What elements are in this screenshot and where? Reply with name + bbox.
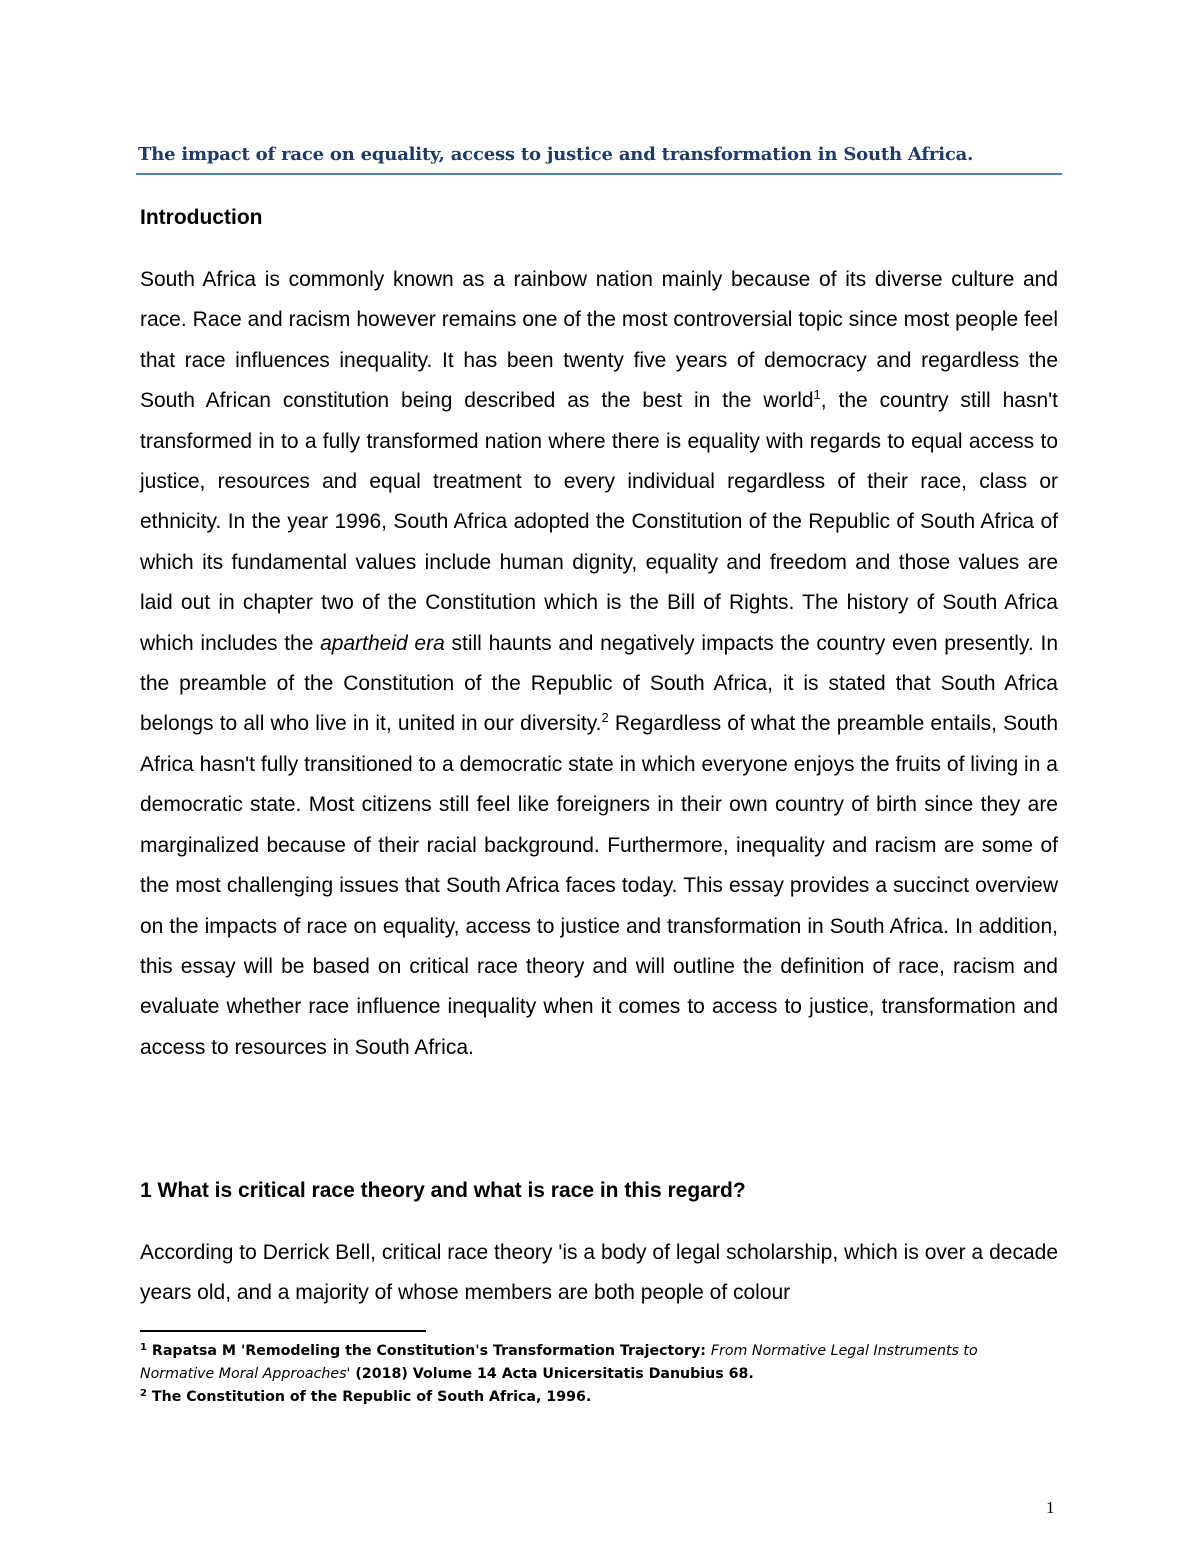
intro-text-part-4: Regardless of what the preamble entails, South Africa hasn't fully transitioned to a democratic state in which everyone enjoys the fruits of living in a democratic state. Most citizens still feel like foreigners in their own country of birth since they are marginalized because of their racial background. Furthermore, inequality and racism are some of the most challenging issues that South Africa faces today. This essay provides a succinct overview on the impacts of race on equality, access to justice and transformation in South Africa. In addition, this essay will be based on critical race theory and will outline the definition of race, racism and evaluate whether race influence inequality when it comes to access to justice, transformation and access to resources in South Africa. bbox=[140, 712, 1058, 1059]
italic-term-apartheid: apartheid era bbox=[320, 631, 445, 655]
intro-text-part-2: , the country still hasn't transformed in to a fully transformed nation where there is equality with regards to equal access to justice, resources and equal treatment to every individual regardless of their race, class or ethnicity. In the year 1996, South Africa adopted the Constitution of the Republic of South Africa of which its fundamental values include human dignity, equality and freedom and those values are laid out in chapter two of the Constitution which is the Bill of Rights. The history of South Africa which includes the bbox=[140, 389, 1058, 655]
footnote-2-marker: 2 bbox=[140, 1388, 147, 1399]
intro-text-part-3: still haunts and negatively impacts the country even presently. In the preamble of the Constitution of the Republic of South Africa, it is stated that South Africa belongs to all who live in it, united in our diversity. bbox=[140, 631, 1058, 736]
footnote-1-text: Rapatsa M 'Remodeling the Constitution's Transformation Trajectory: bbox=[151, 1343, 711, 1359]
introduction-heading: Introduction bbox=[140, 206, 263, 229]
introduction-paragraph bbox=[140, 260, 1058, 1068]
title-underline bbox=[136, 173, 1062, 175]
document-title: The impact of race on equality, access to justice and transformation in South Africa. bbox=[138, 144, 974, 165]
footnote-1-italic: From Normative Legal Instruments to Normative Moral Approaches' bbox=[140, 1343, 978, 1382]
section-1-paragraph: According to Derrick Bell, critical race theory 'is a body of legal scholarship, which is over a decade years old, and a majority of whose members are both people of colour bbox=[140, 1241, 1058, 1305]
intro-text-part-1: South Africa is commonly known as a rainbow nation mainly because of its diverse culture and race. Race and racism however remains one of the most controversial topic since most people feel that race influences inequality. It has been twenty five years of democracy and regardless the South African constitution being described as the best in the world bbox=[140, 268, 1058, 413]
footnote-1 bbox=[140, 1340, 1040, 1386]
footnote-ref-1: 1 bbox=[813, 387, 821, 403]
footnotes bbox=[140, 1340, 1040, 1409]
footnote-2 bbox=[140, 1386, 1040, 1409]
footnote-separator bbox=[140, 1330, 426, 1332]
footnote-1-marker: 1 bbox=[140, 1342, 147, 1353]
footnote-2-text: The Constitution of the Republic of South Africa, 1996. bbox=[151, 1389, 592, 1405]
page-number: 1 bbox=[1046, 1498, 1055, 1517]
footnote-ref-2: 2 bbox=[601, 710, 609, 726]
section-1-heading: 1 What is critical race theory and what is race in this regard? bbox=[140, 1179, 746, 1202]
footnote-1-text-end: (2018) Volume 14 Acta Unicersitatis Danubius 68. bbox=[350, 1366, 754, 1382]
